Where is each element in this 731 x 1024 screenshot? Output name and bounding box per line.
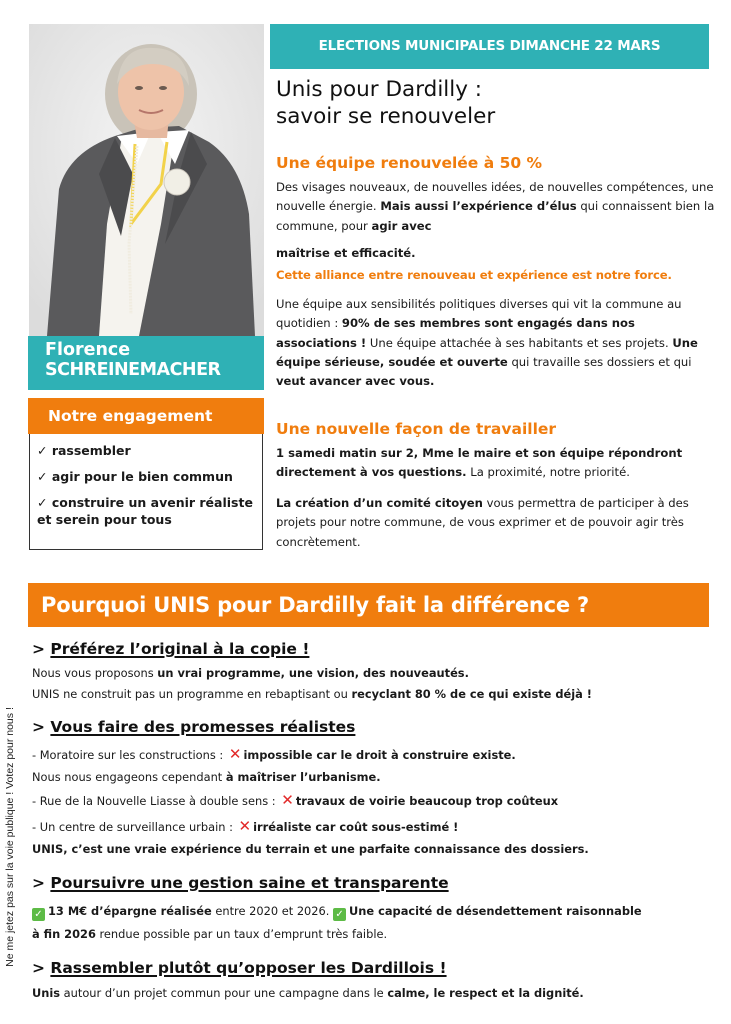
why-banner: Pourquoi UNIS pour Dardilly fait la différence ? (28, 583, 709, 627)
why-heading-original (32, 639, 309, 659)
why-gestion-line1 (32, 900, 642, 922)
text-bold: Une capacité de désendettement raisonnable (349, 904, 642, 918)
text: - Un centre de surveillance urbain : (32, 820, 237, 834)
portrait-illustration (29, 24, 264, 336)
text: UNIS ne construit pas un programme en rebaptisant ou (32, 687, 352, 701)
why-heading-gestion (32, 873, 449, 893)
election-banner: ELECTIONS MUNICIPALES DIMANCHE 22 MARS (270, 24, 709, 69)
work-paragraph-1 (276, 444, 716, 483)
text-bold: recyclant 80 % de ce qui existe déjà ! (351, 687, 593, 701)
text-bold: irréaliste car coût sous-estimé ! (253, 820, 459, 834)
cross-mark-icon: ✕ (228, 745, 242, 763)
why-heading-promises (32, 717, 355, 737)
why-original-line2 (32, 683, 592, 705)
heading-prefix: > (32, 718, 51, 736)
text: qui travaille ses dossiers et qui (507, 354, 692, 369)
why-promises-line3 (32, 789, 558, 812)
engagement-title: Notre engagement (28, 398, 264, 434)
engagement-item: ✓ agir pour le bien commun (37, 469, 233, 484)
why-promises-line4 (32, 815, 458, 838)
text-bold: un vrai programme, une vision, des nouveautés. (157, 666, 469, 680)
cross-mark-icon: ✕ (238, 817, 252, 835)
heading-text: Vous faire des promesses réalistes (50, 718, 356, 736)
text-bold: travaux de voirie beaucoup trop coûteux (295, 794, 559, 808)
text-bold: à maîtriser l’urbanisme. (225, 770, 381, 784)
main-title (276, 76, 706, 130)
text-bold: Unis (32, 986, 61, 1000)
team-heading: Une équipe renouvelée à 50 % (276, 154, 543, 172)
why-heading-rassembler (32, 958, 447, 978)
text-bold: 13 M€ d’épargne réalisée (48, 904, 212, 918)
text: Nous vous proposons (32, 666, 158, 680)
text: Une équipe aux sensibilités politiques diverses qui vit la commune au quotidien : (276, 297, 682, 331)
team-paragraph-1-end: maîtrise et efficacité. (276, 246, 416, 260)
why-rassembler-line1 (32, 982, 584, 1004)
work-paragraph-2 (276, 494, 716, 552)
why-gestion-line2 (32, 923, 387, 945)
text-bold: Une équipe sérieuse, soudée et ouverte (276, 335, 698, 369)
check-mark-icon: ✓ (32, 908, 45, 921)
engagement-item: ✓ construire un avenir réaliste et serein pour tous (37, 495, 253, 527)
candidate-first-name: Florence (45, 340, 131, 360)
heading-text: Rassembler plutôt qu’opposer les Dardillois ! (50, 959, 447, 977)
main-title-line1: Unis pour Dardilly : (276, 77, 483, 102)
text-bold: Mais aussi l’expérience d’élus (380, 199, 577, 214)
cross-mark-icon: ✕ (281, 791, 294, 809)
text: autour d’un projet commun pour une campagne dans le (60, 986, 388, 1000)
team-paragraph-1 (276, 178, 716, 236)
check-mark-icon: ✓ (333, 908, 346, 921)
candidate-photo (29, 24, 264, 336)
why-original-line1 (32, 662, 469, 684)
text: Nous nous engageons cependant (32, 770, 226, 784)
candidate-name-box (28, 336, 264, 390)
engagement-item: ✓ rassembler (37, 443, 131, 458)
text: rendue possible par un taux d’emprunt très faible. (95, 927, 388, 941)
why-promises-line5: UNIS, c’est une vraie expérience du terrain et une parfaite connaissance des dossiers. (32, 842, 589, 856)
text: - Moratoire sur les constructions : (32, 748, 227, 762)
heading-text: Préférez l’original à la copie ! (50, 640, 310, 658)
text-bold: à fin 2026 (32, 927, 96, 941)
team-alliance: Cette alliance entre renouveau et expérience est notre force. (276, 268, 672, 282)
text: qui connaissent bien la commune, pour (276, 199, 715, 233)
heading-text: Poursuivre une gestion saine et transparente (50, 874, 449, 892)
main-title-line2: savoir se renouveler (276, 104, 496, 129)
candidate-last-name: SCHREINEMACHER (45, 360, 221, 380)
why-promises-line2 (32, 766, 381, 788)
text-bold: agir avec (371, 218, 432, 233)
text: Une équipe attachée à ses habitants et ses projets. (366, 335, 673, 350)
why-promises-line1 (32, 743, 516, 766)
text: Des visages nouveaux, de nouvelles idées, de nouvelles compétences, une nouvelle énergie. (276, 180, 714, 214)
heading-prefix: > (32, 874, 51, 892)
text-bold: 1 samedi matin sur 2, Mme le maire et son équipe répondront directement à vos questions. (276, 446, 683, 480)
text: La proximité, notre priorité. (466, 465, 630, 480)
text: - Rue de la Nouvelle Liasse à double sens : (32, 794, 280, 808)
text-bold: calme, le respect et la dignité. (387, 986, 584, 1000)
team-paragraph-2 (276, 295, 716, 391)
heading-prefix: > (32, 959, 51, 977)
text-bold: 90% de ses membres sont engagés dans nos associations ! (276, 316, 635, 350)
text: entre 2020 et 2026. (211, 904, 334, 918)
text: vous permettra de participer à des projets pour notre commune, de vous exprimer et de pouvoir agir très concrètement. (276, 496, 689, 549)
text-bold: La création d’un comité citoyen (276, 496, 483, 510)
heading-prefix: > (32, 640, 51, 658)
text-bold: veut avancer avec vous. (276, 374, 435, 389)
text-bold: impossible car le droit à construire existe. (243, 748, 516, 762)
work-heading: Une nouvelle façon de travailler (276, 420, 557, 438)
side-note: Ne me jetez pas sur la voie publique ! Votez pour nous ! (4, 707, 16, 967)
engagement-list (29, 434, 263, 550)
